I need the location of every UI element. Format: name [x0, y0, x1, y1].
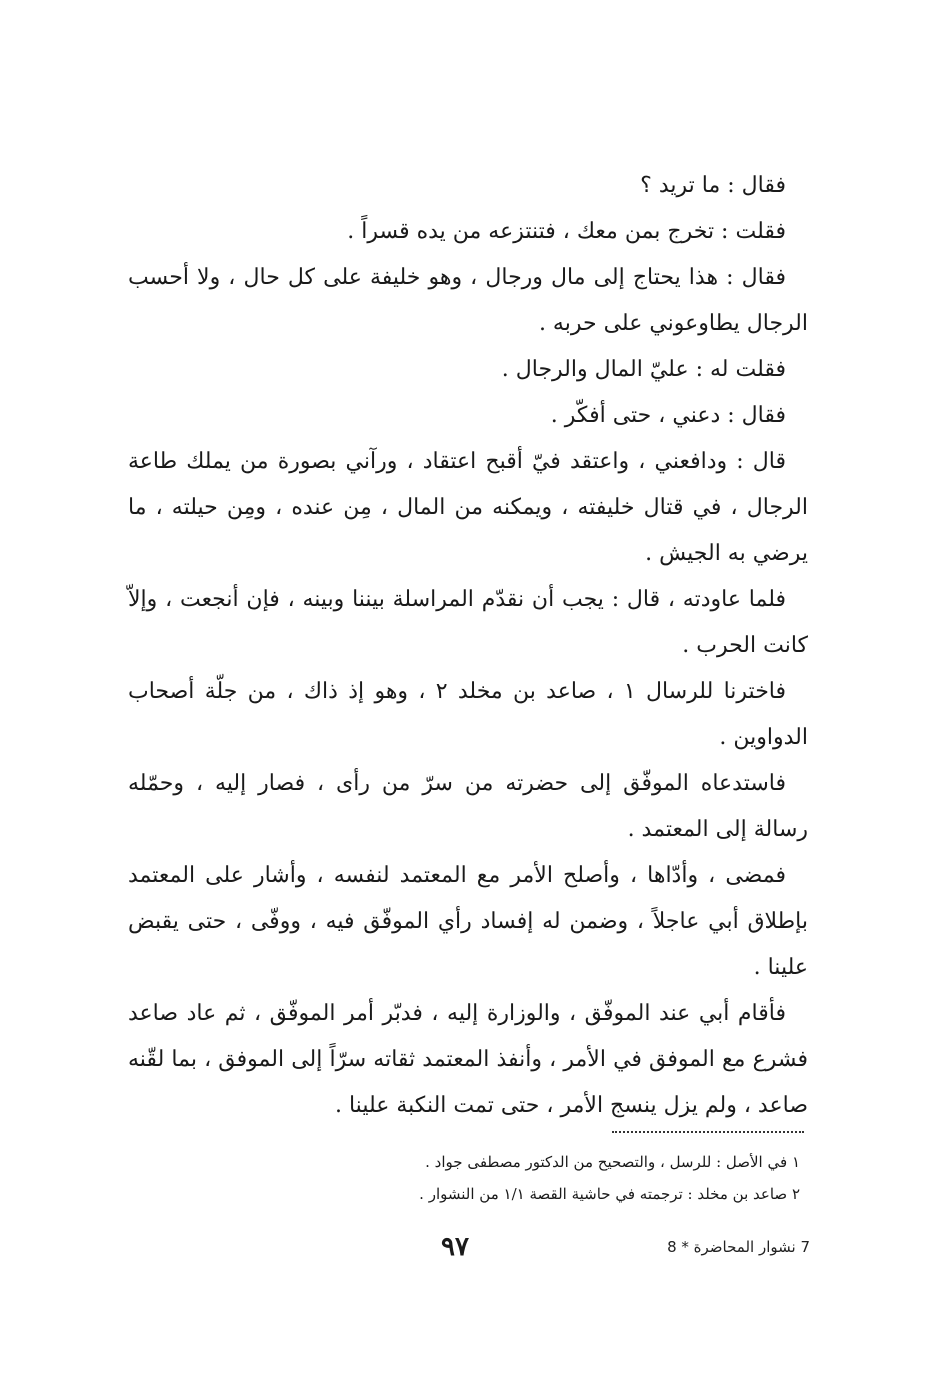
- printer-signature: 7 نشوار المحاضرة * 8: [667, 1238, 810, 1256]
- paragraph: فقال : دعني ، حتى أفكّر .: [550, 403, 786, 428]
- paragraph: قال : ودافعني ، واعتقد فيّ أقبح اعتقاد ، ورآني بصورة من يملك طاعة الرجال ، في قتال خليفته ، ويمكنه من المال ، مِن عنده ، ومِن حيلته ، ما يرضي به الجيش .: [128, 449, 808, 566]
- paragraph: فقال : ما تريد ؟: [640, 173, 786, 198]
- page-number: ٩٧: [441, 1232, 469, 1262]
- footnote-divider: [612, 1131, 804, 1133]
- paragraph: فقال : هذا يحتاج إلى مال ورجال ، وهو خليفة على كل حال ، ولا أحسب الرجال يطاوعوني على حربه .: [128, 265, 808, 336]
- paragraph: فقلت له : عليّ المال والرجال .: [501, 357, 786, 382]
- footnote-2: ٢ صاعد بن مخلد : ترجمته في حاشية القصة ١/١ من النشوار .: [419, 1185, 800, 1203]
- footnote-1: ١ في الأصل : للرسل ، والتصحيح من الدكتور مصطفى جواد .: [425, 1153, 800, 1171]
- paragraph: فلما عاودته ، قال : يجب أن نقدّم المراسلة بيننا وبينه ، فإن أنجعت ، وإلاّ كانت الحرب .: [128, 587, 808, 658]
- paragraph: فاخترنا للرسال ١ ، صاعد بن مخلد ٢ ، وهو إذ ذاك ، من جلّة أصحاب الدواوين .: [128, 679, 808, 750]
- paragraph: فمضى ، وأدّاها ، وأصلح الأمر مع المعتمد لنفسه ، وأشار على المعتمد بإطلاق أبي عاجلاً ، وضمن له إفساد رأي الموفّق فيه ، ووفّى ، حتى يقبض علينا .: [128, 863, 808, 980]
- paragraph: فقلت : تخرج بمن معك ، فتنتزعه من يده قسراً .: [347, 219, 786, 244]
- paragraph: فاستدعاه الموفّق إلى حضرته من سرّ من رأى ، فصار إليه ، وحمّله رسالة إلى المعتمد .: [128, 771, 808, 842]
- paragraph: فأقام أبي عند الموفّق ، والوزارة إليه ، فدبّر أمر الموفّق ، ثم عاد صاعد فشرع مع الموفق في الأمر ، وأنفذ المعتمد ثقاته سرّاً إلى الموفق ، بما لقّنه صاعد ، ولم يزل ينسج الأمر ، حتى تمت النكبة علينا .: [128, 1001, 808, 1118]
- body-text: [128, 163, 808, 1129]
- footnotes: [300, 1146, 800, 1210]
